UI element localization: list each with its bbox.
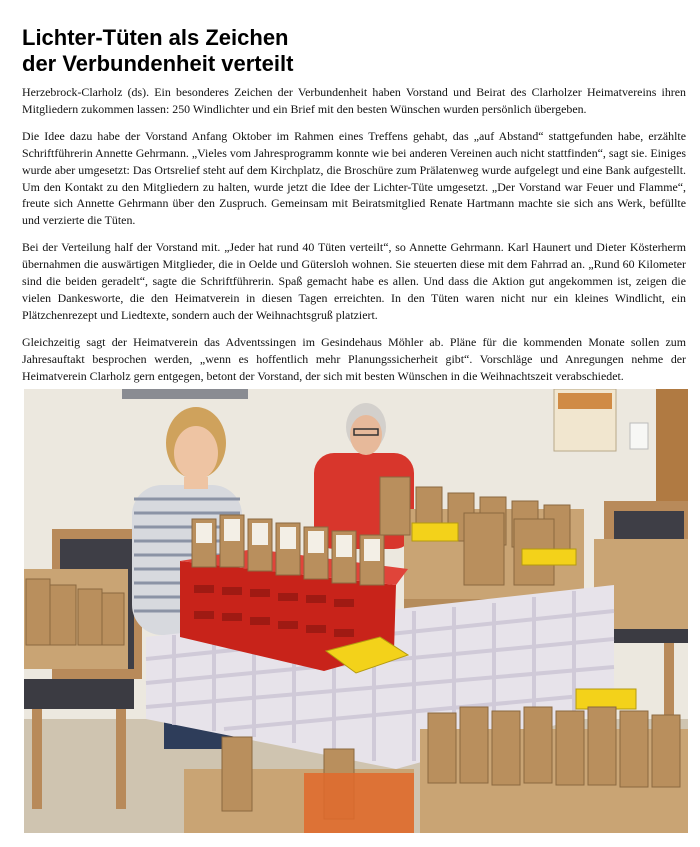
headline-line-2: der Verbundenheit verteilt: [22, 50, 294, 76]
article-photo: [24, 389, 688, 833]
paragraph-3: Bei der Verteilung half der Vorstand mit. „Jeder hat rund 40 Tüten verteilt“, so Annette Gehrmann. Karl Haunert und Dieter Kösterherm übernahmen die auswärtigen Mitglieder, die in Oelde und Gütersloh wohnen. Sie steuerten diese mit dem Fahrrad an. „Rund 60 Kilometer sind die beiden geradelt“, sagte die Schriftführerin. Spaß gemacht habe es allen. Und dass die Aktion gut angekommen ist, zeigen die vielen Dankesworte, die den Heimatverein in diesen Tagen erreichten. In den Tüten waren nicht nur ein kleines Windlicht, ein Plätzchenrezept und Liedtexte, sondern auch der Weihnachtsgruß platziert.: [22, 240, 686, 322]
article-body: [22, 84, 686, 395]
paragraph-4: Gleichzeitig sagt der Heimatverein das Adventssingen im Gesindehaus Möhler ab. Pläne für die kommenden Monate sollen zum Jahresauftakt besprochen werden, „wenn es hoffentlich mehr Planungssicherheit gibt“. Vorschläge und Anregungen nehme der Heimatverein Clarholz gern entgegen, betont der Vorstand, der sich mit besten Wünschen in die Weihnachtszeit verabschiedet.: [22, 334, 686, 383]
article-headline: [22, 25, 682, 77]
paragraph-2: Die Idee dazu habe der Vorstand Anfang Oktober im Rahmen eines Treffens gehabt, das „auf Abstand“ stattgefunden habe, erzählte Schriftführerin Annette Gehrmann. „Vieles vom Jahresprogramm konnte wie bei anderen Vereinen auch nicht stattfinden“, sagt sie. Einiges wurde aber umgesetzt: Das Ortsrelief steht auf dem Kirchplatz, die Broschüre zum Prälatenweg wurde aufgelegt und eine Bank aufgestellt. Um den Kontakt zu den Mitgliedern zu halten, wurde jetzt die Idee der Lichter-Tüte umgesetzt. „Der Vorstand war Feuer und Flamme“, freute sich Annette Gehrmann über den Zuspruch. Gemeinsam mit Beiratsmitglied Renate Hartmann machte sie sich ans Werk, befüllte und verzierte die Tüten.: [22, 128, 686, 228]
paragraph-1: Herzebrock-Clarholz (ds). Ein besonderes Zeichen der Verbundenheit haben Vorstand und Beirat des Clarholzer Heimatvereins ihren Mitgliedern zukommen lassen: 250 Windlichter und ein Brief mit den besten Wünschen wurden persönlich übergeben.: [22, 85, 686, 116]
photo-image: [24, 389, 688, 833]
headline-line-1: Lichter-Tüten als Zeichen: [22, 24, 289, 50]
photo-light-switch: [630, 423, 648, 449]
photo-wall-picture: [122, 389, 248, 399]
